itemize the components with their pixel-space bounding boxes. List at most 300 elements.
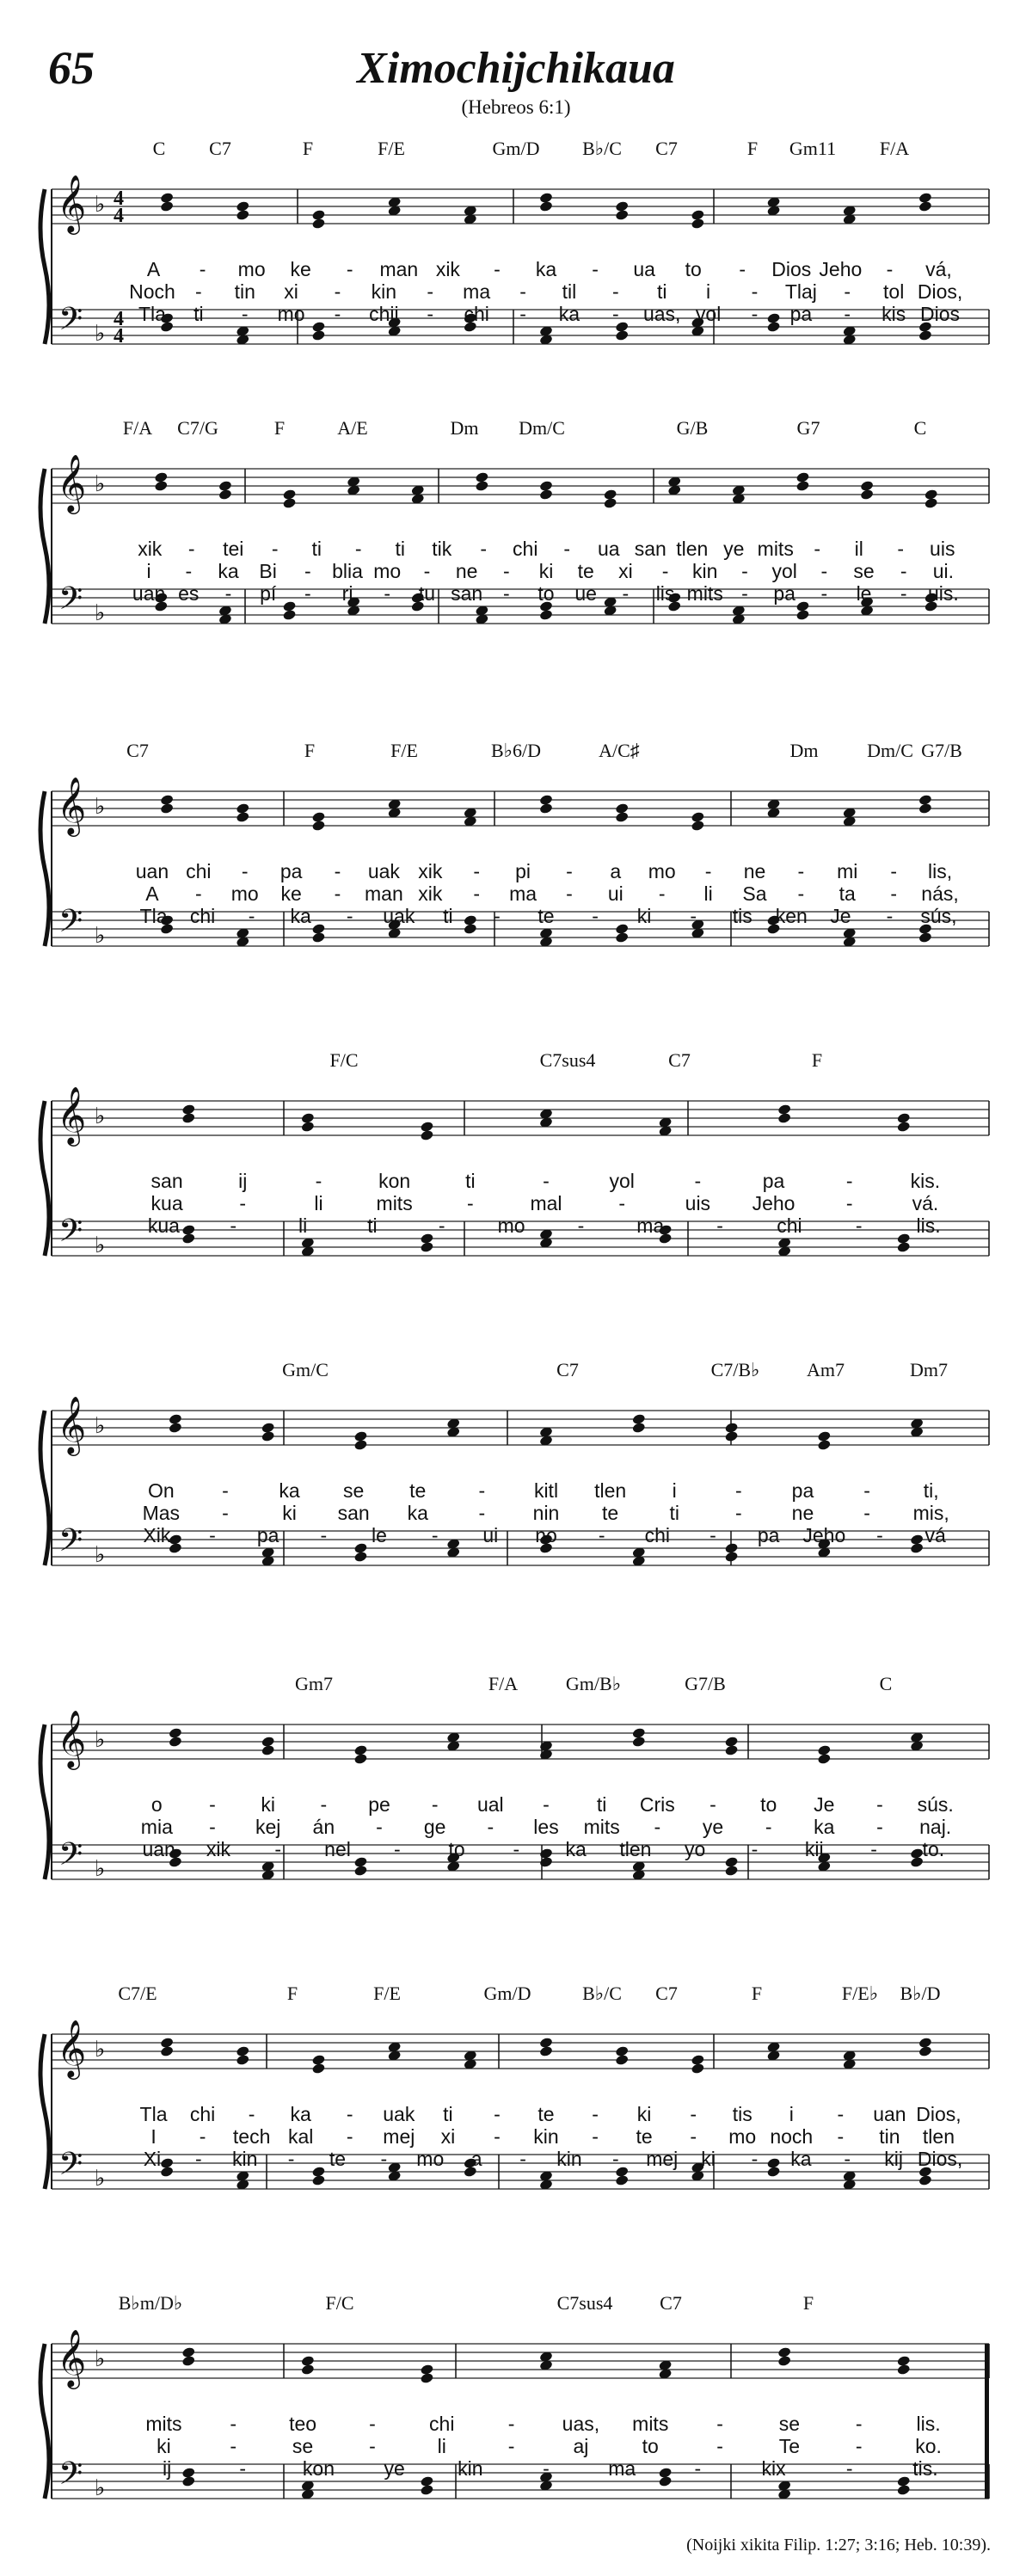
- syllable: ua: [633, 258, 655, 280]
- chord-symbol: Dm/C: [519, 417, 565, 439]
- chord-symbol: C: [152, 138, 166, 159]
- syllable: kin: [556, 2148, 582, 2170]
- syllable: ual: [476, 1793, 504, 1816]
- hyphen: -: [592, 258, 599, 280]
- syllable: i: [706, 280, 711, 303]
- hyphen: -: [478, 1502, 486, 1524]
- hyphen: -: [431, 1524, 439, 1546]
- hyphen: -: [543, 1170, 550, 1192]
- syllable: Tlaj: [784, 280, 817, 303]
- flat-sign: ♭: [95, 2166, 106, 2191]
- notehead: [918, 2045, 933, 2057]
- hyphen: -: [863, 1502, 870, 1524]
- hyphen: -: [870, 1838, 877, 1860]
- hyphen: -: [239, 2457, 247, 2480]
- flat-sign: ♭: [95, 1727, 106, 1752]
- hyphen: -: [346, 2103, 353, 2125]
- bass-clef: 𝄢: [58, 2456, 83, 2499]
- chord-symbol: G7: [796, 417, 820, 439]
- syllable: chi: [464, 303, 489, 325]
- hyphen: -: [820, 582, 828, 605]
- treble-clef: 𝄞: [57, 2328, 87, 2387]
- syllable: pa: [789, 303, 813, 325]
- syllable: pí: [260, 582, 277, 605]
- chord-row: [0, 740, 1032, 765]
- notehead: [160, 200, 175, 212]
- notehead: [896, 2484, 911, 2496]
- hyphen: -: [222, 1502, 229, 1524]
- lyrics-block: [0, 1170, 1032, 1237]
- hyphen: -: [209, 1524, 216, 1546]
- syllable: tis: [732, 2103, 752, 2125]
- lyric-line: [0, 582, 1032, 605]
- syllable: ne: [743, 860, 766, 882]
- notehead: [236, 811, 250, 823]
- chord-symbol: C7: [209, 138, 231, 159]
- syllable: kij: [804, 1838, 824, 1860]
- syllable: Jeho: [802, 1524, 846, 1546]
- lyric-line: [0, 2103, 1032, 2125]
- syllable: ta: [838, 882, 856, 905]
- chord-symbol: B♭/C: [582, 1983, 622, 2004]
- chord-symbol: Gm/C: [282, 1359, 329, 1380]
- syllable: li: [437, 2435, 446, 2457]
- syllable: kin: [533, 2125, 559, 2148]
- hyphen: -: [710, 1524, 716, 1546]
- syllable: ne: [791, 1502, 814, 1524]
- hyphen: -: [890, 882, 897, 905]
- hyphen: -: [845, 2457, 853, 2480]
- syllable: ma: [636, 1214, 665, 1237]
- hyphen: -: [735, 1479, 742, 1502]
- syllable: tech: [232, 2125, 271, 2148]
- lyric-line: [0, 2435, 1032, 2457]
- notehead: [353, 1439, 368, 1451]
- chord-symbol: F/E: [378, 138, 405, 159]
- hyphen: -: [248, 905, 255, 927]
- lyric-line: [0, 905, 1032, 927]
- hyphen: -: [380, 2148, 388, 2170]
- chord-symbol: Dm/C: [867, 740, 913, 761]
- syllable: ki: [538, 560, 554, 582]
- hyphen: -: [897, 538, 905, 560]
- syllable: xi: [284, 280, 298, 303]
- syllable: mej: [383, 2125, 415, 2148]
- syllable: tin: [879, 2125, 900, 2148]
- syllable: nel: [324, 1838, 351, 1860]
- syllable: Tla: [139, 2103, 168, 2125]
- hyphen: -: [543, 2457, 550, 2480]
- notehead: [918, 200, 933, 212]
- lyric-line: [0, 1214, 1032, 1237]
- notehead: [691, 218, 705, 230]
- chord-symbol: B♭/C: [582, 138, 622, 159]
- syllable: ma: [608, 2457, 636, 2480]
- chord-symbol: B♭/D: [900, 1983, 941, 2004]
- hyphen: -: [820, 560, 828, 582]
- syllable: naj.: [919, 1816, 952, 1838]
- chord-symbol: G7/B: [685, 1673, 726, 1694]
- syllable: te: [409, 1479, 427, 1502]
- syllable: A: [146, 258, 161, 280]
- chord-symbol: F/E: [390, 740, 418, 761]
- syllable: nin: [532, 1502, 560, 1524]
- hyphen: -: [230, 2435, 237, 2457]
- notehead: [353, 1551, 368, 1563]
- notehead: [918, 2174, 933, 2186]
- lyric-line: [0, 303, 1032, 325]
- notehead: [896, 1121, 911, 1133]
- hyphen: -: [487, 1816, 494, 1838]
- syllable: chi: [189, 905, 216, 927]
- syllable: lis: [655, 582, 675, 605]
- chord-symbol: F: [302, 138, 314, 159]
- notehead: [311, 931, 326, 944]
- syllable: kej: [255, 1816, 281, 1838]
- syllable: mits: [757, 538, 794, 560]
- syllable: Dios,: [917, 280, 963, 303]
- syllable: Cris: [639, 1793, 675, 1816]
- hyphen: -: [716, 2413, 723, 2435]
- syllable: li: [703, 882, 713, 905]
- syllable: sús,: [920, 905, 957, 927]
- syllable: blia: [332, 560, 363, 582]
- syllable: ti: [443, 2103, 453, 2125]
- lyrics-block: [0, 1793, 1032, 1860]
- notehead: [311, 218, 326, 230]
- chord-row: [0, 1359, 1032, 1385]
- notehead: [311, 2174, 326, 2186]
- chord-row: [0, 417, 1032, 443]
- notehead: [311, 820, 326, 832]
- syllable: te: [636, 2125, 653, 2148]
- hyphen: -: [199, 2125, 206, 2148]
- syllable: yol: [771, 560, 797, 582]
- syllable: ti: [395, 538, 405, 560]
- syllable: san: [337, 1502, 370, 1524]
- syllable: li: [314, 1192, 323, 1214]
- notehead: [420, 1241, 434, 1253]
- notehead: [236, 209, 250, 221]
- notehead: [631, 1736, 646, 1748]
- hyphen: -: [611, 2148, 619, 2170]
- syllable: ki: [157, 2435, 171, 2457]
- syllable: chi: [644, 1524, 671, 1546]
- notehead: [539, 489, 554, 501]
- syllable: ti: [656, 280, 667, 303]
- lyric-line: [0, 560, 1032, 582]
- syllable: Je: [830, 905, 851, 927]
- hyphen: -: [320, 1793, 328, 1816]
- syllable: pa: [791, 1479, 814, 1502]
- notehead: [539, 609, 554, 621]
- syllable: uak: [367, 860, 400, 882]
- hyphen: -: [507, 2413, 515, 2435]
- hyphen: -: [334, 860, 341, 882]
- hyphen: -: [304, 560, 311, 582]
- treble-clef: 𝄞: [57, 453, 87, 512]
- hyphen: -: [478, 1479, 486, 1502]
- hyphen: -: [423, 560, 431, 582]
- notehead: [615, 209, 630, 221]
- chord-symbol: A/C♯: [599, 740, 640, 761]
- footnote: (Noijki xikita Filip. 1:27; 3:16; Heb. 10:39).: [686, 2536, 991, 2554]
- syllable: ki: [261, 1793, 275, 1816]
- syllable: ka: [565, 1838, 587, 1860]
- lyric-line: [0, 1793, 1032, 1816]
- syllable: les: [533, 1816, 559, 1838]
- syllable: xik: [435, 258, 460, 280]
- hymn-number: 65: [48, 42, 95, 94]
- hyphen: -: [473, 860, 480, 882]
- bass-clef: 𝄢: [58, 903, 83, 947]
- syllable: tik: [432, 538, 452, 560]
- hyphen: -: [199, 258, 206, 280]
- chord-symbol: C7: [126, 740, 149, 761]
- music-system: [0, 1359, 1032, 1643]
- chord-row: [0, 2292, 1032, 2318]
- syllable: ka: [407, 1502, 428, 1524]
- syllable: san: [451, 582, 483, 605]
- chord-symbol: F/E: [373, 1983, 401, 2004]
- syllable: se: [342, 1479, 365, 1502]
- chord-symbol: F/A: [879, 138, 910, 159]
- syllable: chi: [777, 1214, 802, 1237]
- hyphen: -: [654, 1816, 661, 1838]
- syllable: to: [642, 2435, 659, 2457]
- notehead: [777, 2355, 792, 2367]
- syllable: pa: [762, 1170, 785, 1192]
- chord-symbol: Gm/D: [492, 138, 540, 159]
- syllable: mits: [376, 1192, 413, 1214]
- notehead: [724, 1744, 739, 1756]
- lyric-line: [0, 860, 1032, 882]
- syllable: kix: [761, 2457, 786, 2480]
- syllable: to.: [922, 1838, 945, 1860]
- syllable: Xik: [143, 1524, 171, 1546]
- syllable: mits: [632, 2413, 669, 2435]
- syllable: ka: [290, 2103, 311, 2125]
- syllable: san: [634, 538, 666, 560]
- hyphen: -: [704, 860, 712, 882]
- chord-row: [0, 1673, 1032, 1699]
- syllable: uak: [383, 905, 415, 927]
- hyphen: -: [837, 2125, 845, 2148]
- syllable: ti: [311, 538, 322, 560]
- chord-symbol: C: [879, 1673, 893, 1694]
- syllable: i: [672, 1479, 677, 1502]
- notehead: [160, 802, 175, 815]
- syllable: sús.: [917, 1793, 954, 1816]
- syllable: ti: [596, 1793, 607, 1816]
- music-system: [0, 2292, 1032, 2576]
- chord-symbol: C7/G: [177, 417, 218, 439]
- hyphen: -: [502, 560, 510, 582]
- hyphen: -: [855, 2435, 863, 2457]
- hyphen: -: [376, 1816, 383, 1838]
- syllable: kin: [692, 560, 718, 582]
- hyphen: -: [369, 2435, 376, 2457]
- lyric-line: [0, 2457, 1032, 2480]
- syllable: chi: [429, 2413, 455, 2435]
- hyphen: -: [513, 1838, 520, 1860]
- time-signature: 4: [114, 325, 124, 347]
- hyphen: -: [751, 1838, 759, 1860]
- notehead: [353, 1865, 368, 1877]
- music-system: [0, 417, 1032, 701]
- lyrics-block: [0, 2413, 1032, 2480]
- lyric-line: [0, 882, 1032, 905]
- syllable: uas,: [562, 2413, 600, 2435]
- syllable: uas,: [642, 303, 681, 325]
- hyphen: -: [863, 1479, 870, 1502]
- notehead: [475, 480, 489, 492]
- syllable: tin: [234, 280, 255, 303]
- hyphen: -: [519, 280, 526, 303]
- chord-symbol: G7/B: [921, 740, 962, 761]
- notehead: [420, 1129, 434, 1141]
- syllable: uan: [142, 1838, 175, 1860]
- hyphen: -: [751, 280, 759, 303]
- hyphen: -: [502, 582, 510, 605]
- flat-sign: ♭: [95, 1104, 106, 1128]
- syllable: chij: [369, 303, 399, 325]
- notehead: [539, 802, 554, 815]
- hyphen: -: [890, 860, 897, 882]
- flat-sign: ♭: [95, 192, 106, 217]
- syllable: kin: [232, 2148, 258, 2170]
- syllable: Dios: [771, 258, 812, 280]
- syllable: le: [856, 582, 872, 605]
- chord-symbol: Gm11: [789, 138, 837, 159]
- chord-symbol: C7: [655, 138, 678, 159]
- chord-symbol: Dm: [789, 740, 819, 761]
- syllable: ka: [790, 2148, 812, 2170]
- notehead: [631, 1422, 646, 1434]
- music-system: [0, 1673, 1032, 1957]
- treble-clef: 𝄞: [57, 776, 87, 834]
- syllable: pa: [773, 582, 796, 605]
- syllable: nás,: [921, 882, 959, 905]
- chord-symbol: C: [913, 417, 927, 439]
- syllable: uan: [135, 860, 169, 882]
- hyphen: -: [592, 2103, 599, 2125]
- syllable: Dios,: [916, 2103, 961, 2125]
- hyphen: -: [230, 1214, 237, 1237]
- flat-sign: ♭: [95, 600, 106, 625]
- flat-sign: ♭: [95, 471, 106, 496]
- syllable: yol: [695, 303, 722, 325]
- hyphen: -: [611, 280, 619, 303]
- syllable: tlen: [922, 2125, 955, 2148]
- hyphen: -: [845, 1192, 853, 1214]
- syllable: uis.: [927, 582, 959, 605]
- syllable: pa: [280, 860, 303, 882]
- chord-symbol: C7/B♭: [710, 1359, 760, 1380]
- hyphen: -: [384, 582, 391, 605]
- syllable: te: [329, 2148, 347, 2170]
- syllable: ka: [279, 1479, 300, 1502]
- notehead: [261, 1744, 275, 1756]
- hyphen: -: [751, 2148, 759, 2170]
- chord-row: [0, 1983, 1032, 2008]
- syllable: te: [577, 560, 594, 582]
- hyphen: -: [287, 2148, 295, 2170]
- hyphen: -: [598, 1524, 605, 1546]
- bass-clef: 𝄢: [58, 581, 83, 624]
- syllable: kis.: [910, 1170, 941, 1192]
- hyphen: -: [618, 1192, 626, 1214]
- syllable: kin: [458, 2457, 483, 2480]
- hyphen: -: [473, 882, 480, 905]
- hyphen: -: [900, 560, 907, 582]
- hyphen: -: [194, 2148, 202, 2170]
- music-system: [0, 1049, 1032, 1333]
- syllable: Tla: [139, 905, 168, 927]
- hyphen: -: [694, 1170, 702, 1192]
- syllable: Dios: [920, 303, 961, 325]
- chord-row: [0, 138, 1032, 163]
- syllable: ka: [535, 258, 557, 280]
- notehead: [796, 480, 810, 492]
- hyphen: -: [886, 258, 894, 280]
- lyrics-block: [0, 1479, 1032, 1546]
- hyphen: -: [765, 1816, 772, 1838]
- hyphen: -: [354, 538, 362, 560]
- chord-symbol: F: [802, 2292, 814, 2314]
- chord-symbol: F: [273, 417, 286, 439]
- syllable: Xi: [143, 2148, 162, 2170]
- syllable: ka: [218, 560, 239, 582]
- syllable: mo: [416, 2148, 445, 2170]
- syllable: mia: [140, 1816, 173, 1838]
- bass-clef: 𝄢: [58, 1836, 83, 1880]
- hyphen: -: [797, 860, 805, 882]
- syllable: chi: [186, 860, 212, 882]
- notehead: [311, 2063, 326, 2075]
- hyphen: -: [741, 560, 748, 582]
- syllable: xi: [618, 560, 633, 582]
- chord-symbol: Dm: [450, 417, 479, 439]
- hyphen: -: [690, 905, 697, 927]
- hyphen: -: [837, 2103, 845, 2125]
- notehead: [420, 2372, 434, 2384]
- syllable: mits: [686, 582, 723, 605]
- hyphen: -: [334, 882, 341, 905]
- syllable: yo: [685, 1838, 706, 1860]
- notehead: [539, 2045, 554, 2057]
- syllable: On: [147, 1479, 175, 1502]
- flat-sign: ♭: [95, 1413, 106, 1438]
- notehead: [691, 2063, 705, 2075]
- hyphen: -: [239, 1192, 247, 1214]
- chord-symbol: A/E: [337, 417, 368, 439]
- syllable: a: [470, 2148, 482, 2170]
- flat-sign: ♭: [95, 923, 106, 948]
- lyrics-block: [0, 258, 1032, 325]
- hyphen: -: [427, 303, 434, 325]
- syllable: til: [562, 280, 577, 303]
- hyphen: -: [658, 882, 666, 905]
- hyphen: -: [876, 1524, 883, 1546]
- syllable: pe: [368, 1793, 390, 1816]
- chord-symbol: C7sus4: [556, 2292, 613, 2314]
- syllable: ti,: [923, 1479, 939, 1502]
- notehead: [817, 1753, 832, 1765]
- syllable: mis,: [912, 1502, 949, 1524]
- hyphen: -: [694, 2457, 702, 2480]
- notehead: [169, 1736, 183, 1748]
